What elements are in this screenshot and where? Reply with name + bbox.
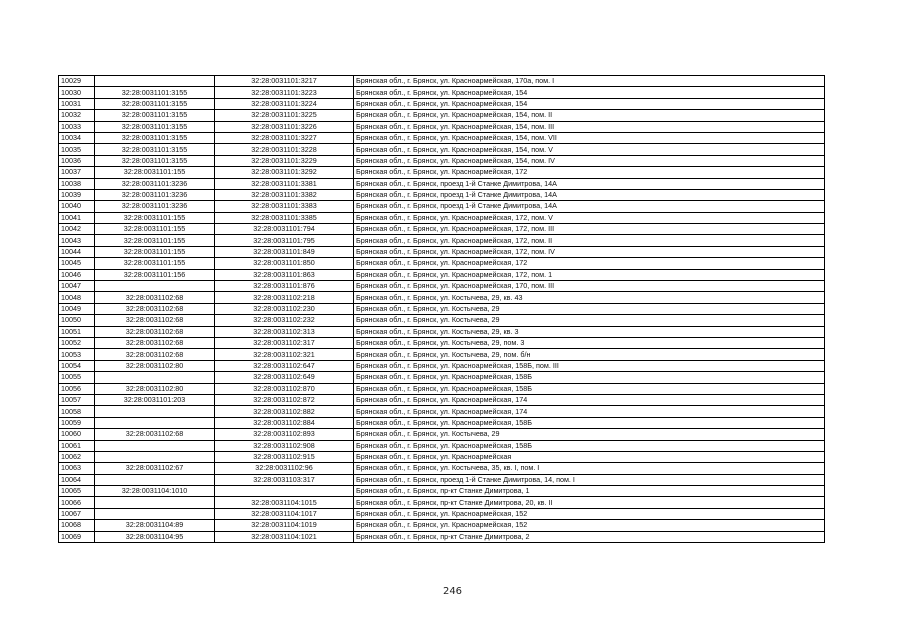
row-number-cell: 10060 (59, 429, 95, 440)
address-cell: Брянская обл., г. Брянск, ул. Красноармейская, 174 (354, 394, 825, 405)
parent-cadastral-cell: 32:28:0031102:68 (95, 315, 215, 326)
address-cell: Брянская обл., г. Брянск, пр-кт Станке Димитрова, 2 (354, 531, 825, 542)
address-cell: Брянская обл., г. Брянск, ул. Красноармейская, 158Б (354, 417, 825, 428)
table-row (59, 497, 825, 508)
address-cell: Брянская обл., г. Брянск, проезд 1-й Станке Димитрова, 14, пом. I (354, 474, 825, 485)
parent-cadastral-cell: 32:28:0031102:68 (95, 326, 215, 337)
cadastral-number-cell: 32:28:0031101:3383 (215, 201, 354, 212)
cadastral-number-cell (215, 486, 354, 497)
address-cell: Брянская обл., г. Брянск, пр-кт Станке Димитрова, 1 (354, 486, 825, 497)
table-row (59, 246, 825, 257)
cadastral-number-cell: 32:28:0031102:96 (215, 463, 354, 474)
cadastral-number-cell: 32:28:0031102:882 (215, 406, 354, 417)
table-row (59, 531, 825, 542)
table-row (59, 235, 825, 246)
table-row (59, 155, 825, 166)
row-number-cell: 10057 (59, 394, 95, 405)
parent-cadastral-cell: 32:28:0031102:80 (95, 383, 215, 394)
address-cell: Брянская обл., г. Брянск, ул. Костычева, 29 (354, 429, 825, 440)
row-number-cell: 10048 (59, 292, 95, 303)
row-number-cell: 10038 (59, 178, 95, 189)
parent-cadastral-cell: 32:28:0031101:3155 (95, 87, 215, 98)
address-cell: Брянская обл., г. Брянск, ул. Красноармейская, 172, пом. III (354, 224, 825, 235)
cadastral-number-cell: 32:28:0031101:3229 (215, 155, 354, 166)
address-cell: Брянская обл., г. Брянск, ул. Красноармейская, 152 (354, 520, 825, 531)
page-number: 246 (442, 586, 463, 597)
cadastral-number-cell: 32:28:0031102:893 (215, 429, 354, 440)
cadastral-number-cell: 32:28:0031101:3382 (215, 189, 354, 200)
table-row (59, 417, 825, 428)
table-row (59, 144, 825, 155)
row-number-cell: 10056 (59, 383, 95, 394)
row-number-cell: 10030 (59, 87, 95, 98)
cadastral-number-cell: 32:28:0031102:218 (215, 292, 354, 303)
address-cell: Брянская обл., г. Брянск, ул. Красноармейская, 172, пом. II (354, 235, 825, 246)
address-cell: Брянская обл., г. Брянск, ул. Красноармейская, 154, пом. II (354, 110, 825, 121)
address-cell: Брянская обл., г. Брянск, ул. Костычева, 29, пом. 3 (354, 337, 825, 348)
table-row (59, 315, 825, 326)
table-row (59, 269, 825, 280)
address-cell: Брянская обл., г. Брянск, пр-кт Станке Димитрова, 20, кв. II (354, 497, 825, 508)
table-row (59, 451, 825, 462)
table-row (59, 486, 825, 497)
table-row (59, 281, 825, 292)
table-row (59, 132, 825, 143)
row-number-cell: 10064 (59, 474, 95, 485)
row-number-cell: 10043 (59, 235, 95, 246)
parent-cadastral-cell: 32:28:0031101:155 (95, 246, 215, 257)
parent-cadastral-cell: 32:28:0031102:67 (95, 463, 215, 474)
row-number-cell: 10063 (59, 463, 95, 474)
parent-cadastral-cell: 32:28:0031101:3155 (95, 121, 215, 132)
parent-cadastral-cell (95, 474, 215, 485)
table-row (59, 121, 825, 132)
row-number-cell: 10033 (59, 121, 95, 132)
address-cell: Брянская обл., г. Брянск, ул. Красноармейская, 172 (354, 258, 825, 269)
parent-cadastral-cell: 32:28:0031104:95 (95, 531, 215, 542)
cadastral-number-cell: 32:28:0031101:3223 (215, 87, 354, 98)
parent-cadastral-cell: 32:28:0031101:3236 (95, 178, 215, 189)
parent-cadastral-cell: 32:28:0031102:68 (95, 303, 215, 314)
cadastral-number-cell: 32:28:0031102:870 (215, 383, 354, 394)
parent-cadastral-cell: 32:28:0031101:3155 (95, 110, 215, 121)
cadastral-number-cell: 32:28:0031102:232 (215, 315, 354, 326)
table-body (59, 76, 825, 543)
row-number-cell: 10045 (59, 258, 95, 269)
cadastral-number-cell: 32:28:0031101:863 (215, 269, 354, 280)
address-cell: Брянская обл., г. Брянск, ул. Костычева, 29 (354, 303, 825, 314)
row-number-cell: 10044 (59, 246, 95, 257)
parent-cadastral-cell (95, 497, 215, 508)
address-cell: Брянская обл., г. Брянск, проезд 1-й Станке Димитрова, 14А (354, 178, 825, 189)
cadastral-number-cell: 32:28:0031101:849 (215, 246, 354, 257)
row-number-cell: 10031 (59, 98, 95, 109)
cadastral-number-cell: 32:28:0031101:3224 (215, 98, 354, 109)
parent-cadastral-cell: 32:28:0031102:68 (95, 429, 215, 440)
cadastral-number-cell: 32:28:0031101:3225 (215, 110, 354, 121)
row-number-cell: 10029 (59, 76, 95, 87)
table-row (59, 98, 825, 109)
table-row (59, 201, 825, 212)
address-cell: Брянская обл., г. Брянск, ул. Красноармейская, 172, пом. IV (354, 246, 825, 257)
table-row (59, 224, 825, 235)
address-cell: Брянская обл., г. Брянск, ул. Красноармейская, 152 (354, 508, 825, 519)
cadastral-number-cell: 32:28:0031101:3228 (215, 144, 354, 155)
row-number-cell: 10042 (59, 224, 95, 235)
table-row (59, 508, 825, 519)
table-row (59, 178, 825, 189)
table-row (59, 394, 825, 405)
address-cell: Брянская обл., г. Брянск, ул. Красноармейская, 154 (354, 87, 825, 98)
row-number-cell: 10061 (59, 440, 95, 451)
address-cell: Брянская обл., г. Брянск, ул. Костычева, 35, кв. I, пом. I (354, 463, 825, 474)
row-number-cell: 10062 (59, 451, 95, 462)
cadastral-number-cell: 32:28:0031102:649 (215, 372, 354, 383)
table-row (59, 463, 825, 474)
cadastral-number-cell: 32:28:0031101:3385 (215, 212, 354, 223)
row-number-cell: 10059 (59, 417, 95, 428)
address-cell: Брянская обл., г. Брянск, ул. Красноармейская, 154 (354, 98, 825, 109)
row-number-cell: 10058 (59, 406, 95, 417)
cadastral-number-cell: 32:28:0031101:850 (215, 258, 354, 269)
table-row (59, 326, 825, 337)
table-row (59, 520, 825, 531)
table-row (59, 212, 825, 223)
address-cell: Брянская обл., г. Брянск, ул. Красноармейская, 154, пом. VII (354, 132, 825, 143)
table-row (59, 360, 825, 371)
parent-cadastral-cell: 32:28:0031101:3155 (95, 155, 215, 166)
row-number-cell: 10047 (59, 281, 95, 292)
row-number-cell: 10035 (59, 144, 95, 155)
cadastral-number-cell: 32:28:0031101:3381 (215, 178, 354, 189)
cadastral-number-cell: 32:28:0031104:1015 (215, 497, 354, 508)
cadastral-number-cell: 32:28:0031103:317 (215, 474, 354, 485)
cadastral-number-cell: 32:28:0031102:321 (215, 349, 354, 360)
table-row (59, 303, 825, 314)
row-number-cell: 10049 (59, 303, 95, 314)
cadastral-number-cell: 32:28:0031104:1021 (215, 531, 354, 542)
parent-cadastral-cell: 32:28:0031101:155 (95, 258, 215, 269)
cadastral-number-cell: 32:28:0031102:884 (215, 417, 354, 428)
address-cell: Брянская обл., г. Брянск, ул. Красноармейская, 172 (354, 167, 825, 178)
table-row (59, 87, 825, 98)
cadastral-number-cell: 32:28:0031102:230 (215, 303, 354, 314)
table-row (59, 189, 825, 200)
cadastral-number-cell: 32:28:0031101:3226 (215, 121, 354, 132)
cadastral-number-cell: 32:28:0031104:1017 (215, 508, 354, 519)
row-number-cell: 10037 (59, 167, 95, 178)
cadastral-number-cell: 32:28:0031104:1019 (215, 520, 354, 531)
parent-cadastral-cell: 32:28:0031102:68 (95, 349, 215, 360)
row-number-cell: 10050 (59, 315, 95, 326)
cadastral-number-cell: 32:28:0031102:313 (215, 326, 354, 337)
row-number-cell: 10036 (59, 155, 95, 166)
parent-cadastral-cell (95, 451, 215, 462)
address-cell: Брянская обл., г. Брянск, ул. Костычева, 29, пом. б/н (354, 349, 825, 360)
parent-cadastral-cell: 32:28:0031101:3236 (95, 201, 215, 212)
table-row (59, 349, 825, 360)
parent-cadastral-cell: 32:28:0031104:89 (95, 520, 215, 531)
parent-cadastral-cell: 32:28:0031101:3236 (95, 189, 215, 200)
address-cell: Брянская обл., г. Брянск, ул. Красноармейская, 170а, пом. I (354, 76, 825, 87)
parent-cadastral-cell: 32:28:0031101:3155 (95, 98, 215, 109)
address-cell: Брянская обл., г. Брянск, ул. Костычева, 29, кв. 3 (354, 326, 825, 337)
parent-cadastral-cell: 32:28:0031101:156 (95, 269, 215, 280)
address-cell: Брянская обл., г. Брянск, ул. Красноармейская, 158Б (354, 440, 825, 451)
table-row (59, 440, 825, 451)
cadastral-number-cell: 32:28:0031101:3227 (215, 132, 354, 143)
table-row (59, 292, 825, 303)
cadastral-number-cell: 32:28:0031102:915 (215, 451, 354, 462)
address-cell: Брянская обл., г. Брянск, ул. Красноармейская, 158Б, пом. III (354, 360, 825, 371)
address-cell: Брянская обл., г. Брянск, ул. Красноармейская, 174 (354, 406, 825, 417)
address-cell: Брянская обл., г. Брянск, проезд 1-й Станке Димитрова, 14А (354, 201, 825, 212)
table-row (59, 258, 825, 269)
parent-cadastral-cell (95, 417, 215, 428)
address-cell: Брянская обл., г. Брянск, ул. Красноармейская, 154, пом. IV (354, 155, 825, 166)
parent-cadastral-cell: 32:28:0031101:203 (95, 394, 215, 405)
row-number-cell: 10065 (59, 486, 95, 497)
parent-cadastral-cell: 32:28:0031101:155 (95, 167, 215, 178)
row-number-cell: 10069 (59, 531, 95, 542)
table-row (59, 110, 825, 121)
row-number-cell: 10055 (59, 372, 95, 383)
table-row (59, 383, 825, 394)
cadastral-table (58, 75, 825, 543)
address-cell: Брянская обл., г. Брянск, проезд 1-й Станке Димитрова, 14А (354, 189, 825, 200)
address-cell: Брянская обл., г. Брянск, ул. Костычева, 29 (354, 315, 825, 326)
row-number-cell: 10046 (59, 269, 95, 280)
address-cell: Брянская обл., г. Брянск, ул. Красноармейская, 154, пом. V (354, 144, 825, 155)
address-cell: Брянская обл., г. Брянск, ул. Красноармейская, 158Б (354, 372, 825, 383)
parent-cadastral-cell (95, 281, 215, 292)
address-cell: Брянская обл., г. Брянск, ул. Костычева, 29, кв. 43 (354, 292, 825, 303)
address-cell: Брянская обл., г. Брянск, ул. Красноармейская, 154, пом. III (354, 121, 825, 132)
cadastral-number-cell: 32:28:0031101:794 (215, 224, 354, 235)
cadastral-number-cell: 32:28:0031101:876 (215, 281, 354, 292)
parent-cadastral-cell: 32:28:0031101:3155 (95, 144, 215, 155)
row-number-cell: 10034 (59, 132, 95, 143)
table-row (59, 337, 825, 348)
parent-cadastral-cell: 32:28:0031101:155 (95, 235, 215, 246)
address-cell: Брянская обл., г. Брянск, ул. Красноармейская, 170, пом. III (354, 281, 825, 292)
parent-cadastral-cell: 32:28:0031101:155 (95, 224, 215, 235)
cadastral-number-cell: 32:28:0031102:647 (215, 360, 354, 371)
parent-cadastral-cell: 32:28:0031101:155 (95, 212, 215, 223)
table-row (59, 372, 825, 383)
parent-cadastral-cell: 32:28:0031104:1010 (95, 486, 215, 497)
row-number-cell: 10068 (59, 520, 95, 531)
parent-cadastral-cell: 32:28:0031101:3155 (95, 132, 215, 143)
row-number-cell: 10053 (59, 349, 95, 360)
table-row (59, 406, 825, 417)
cadastral-number-cell: 32:28:0031102:908 (215, 440, 354, 451)
parent-cadastral-cell (95, 76, 215, 87)
address-cell: Брянская обл., г. Брянск, ул. Красноармейская, 158Б (354, 383, 825, 394)
address-cell: Брянская обл., г. Брянск, ул. Красноармейская, 172, пом. 1 (354, 269, 825, 280)
row-number-cell: 10040 (59, 201, 95, 212)
parent-cadastral-cell (95, 440, 215, 451)
parent-cadastral-cell: 32:28:0031102:80 (95, 360, 215, 371)
row-number-cell: 10052 (59, 337, 95, 348)
address-cell: Брянская обл., г. Брянск, ул. Красноармейская (354, 451, 825, 462)
table-row (59, 167, 825, 178)
row-number-cell: 10066 (59, 497, 95, 508)
cadastral-number-cell: 32:28:0031101:3292 (215, 167, 354, 178)
cadastral-number-cell: 32:28:0031101:3217 (215, 76, 354, 87)
parent-cadastral-cell (95, 406, 215, 417)
row-number-cell: 10054 (59, 360, 95, 371)
table-row (59, 474, 825, 485)
row-number-cell: 10051 (59, 326, 95, 337)
row-number-cell: 10032 (59, 110, 95, 121)
parent-cadastral-cell (95, 372, 215, 383)
row-number-cell: 10041 (59, 212, 95, 223)
cadastral-number-cell: 32:28:0031101:795 (215, 235, 354, 246)
address-cell: Брянская обл., г. Брянск, ул. Красноармейская, 172, пом. V (354, 212, 825, 223)
table-row (59, 429, 825, 440)
parent-cadastral-cell: 32:28:0031102:68 (95, 337, 215, 348)
parent-cadastral-cell: 32:28:0031102:68 (95, 292, 215, 303)
cadastral-number-cell: 32:28:0031102:317 (215, 337, 354, 348)
row-number-cell: 10067 (59, 508, 95, 519)
table-row (59, 76, 825, 87)
cadastral-number-cell: 32:28:0031102:872 (215, 394, 354, 405)
parent-cadastral-cell (95, 508, 215, 519)
row-number-cell: 10039 (59, 189, 95, 200)
